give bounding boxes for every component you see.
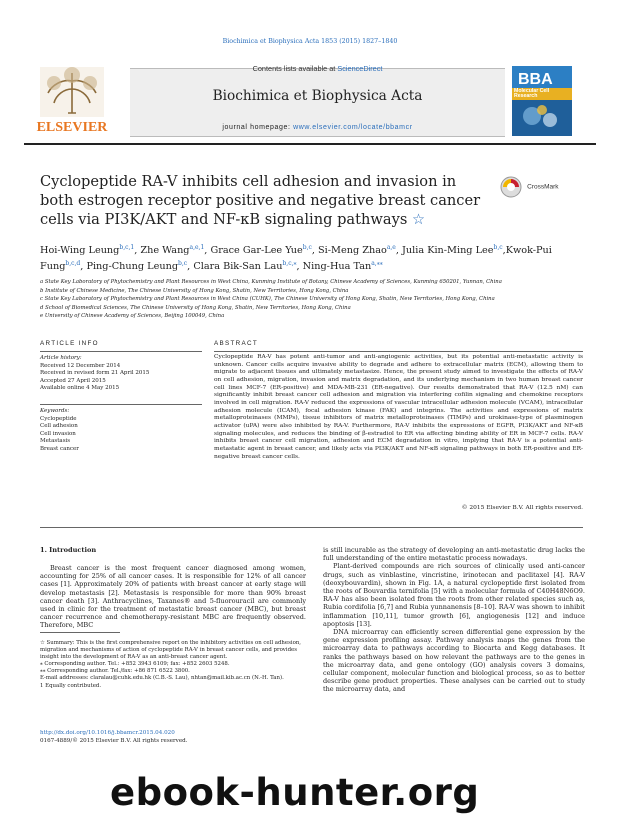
intro-paragraph-4: DNA microarray can efficiently screen differential gene expression by the gene expression profiling assay. Pathway analysis maps the genes from the microarray data to pathways according to Biocarta and Kegg databases. It ranks the pathways based on how relevant the pathways are to the genes in the microarray data, and gene ontology (GO) analysis covers 3 domains, cellular component, molecular function and biological process, so as to better describe gene product properties. These analyses can be carried out to study the microarray data, and	[323, 628, 585, 694]
issn-line: 0167-4889/© 2015 Elsevier B.V. All rights reserved.	[40, 737, 188, 744]
affiliation-line: e University of Chinese Academy of Sciences, Beijing 100049, China	[40, 313, 225, 320]
contents-prefix: Contents lists available at	[252, 64, 338, 73]
footnotes	[40, 640, 306, 690]
keyword-items	[40, 416, 202, 454]
crossmark-label: CrossMark	[527, 183, 559, 191]
abstract-text: Cyclopeptide RA-V has potent anti-tumor and anti-angiogenic activities, but its potential anti-metastatic activity is unknown. Cancer cells acquire invasive ability to degrade and adhere to extracellular matrix (ECM), allowing them to migrate to adjacent tissues and ultimately metastasize. Hence, the present study aimed to investigate the effects of RA-V on cell adhesion, migration, invasion and matrix degradation, and its underlying mechanism in two human breast cancer cell lines MCF-7 (ER-positive) and MDA-MB-231 (ER-negative). Our results demonstrated that RA-V (12.5 nM) can significantly inhibit breast cancer cell adhesion and migration via interfering cofilin signaling and chemokine receptors involved in cell migration. RA-V reduced the expressions of vascular intracellular adhesion molecule (VCAM), intracellular adhesion molecule (ICAM), focal adhesion kinase (FAK) and integrins. The activities and expressions of matrix metalloproteinases (MMPs), tissue inhibitors of matrix metalloproteinases (TIMPs) and urokinase-type of plasminogen activator (uPA) were also inhibited by RA-V. Furthermore, RA-V inhibits the expressions of EGFR, PI3K/AKT and NF-κB signaling molecules, and reduces the binding of β-estradiol to ER via affecting binding ability of ER in MCF-7 cells. RA-V inhibits breast cancer cell migration, adhesion and ECM degradation in vitro, implying that RA-V is a potential anti-metastatic agent in breast cancer, and likely acts via PI3K/AKT and NF-κB signaling pathways in both ER-positive and ER-negative breast cancer cells.	[214, 354, 583, 460]
footnote-rule	[40, 632, 120, 633]
author-affiliation-sup[interactable]: a,e	[386, 244, 396, 251]
author-affiliation-sup[interactable]: b,c,1	[119, 244, 135, 251]
info-rule	[40, 351, 202, 352]
title-star-footnote-link[interactable]: ☆	[411, 211, 426, 228]
abstract-rule	[214, 351, 583, 352]
crossmark-badge[interactable]	[500, 176, 572, 198]
author-separator: ,	[502, 245, 506, 257]
intro-paragraph-2: is still incurable as the strategy of developing an anti-metastatic drug lacks the full understanding of the entire metastatic process nowadays.	[323, 546, 585, 563]
author-separator: ,	[296, 260, 303, 272]
history-entry: Accepted 27 April 2015	[40, 377, 106, 384]
author-list	[40, 242, 580, 273]
author-affiliation-sup[interactable]: a,⁎⁎	[371, 259, 383, 267]
abstract-bottom-rule	[40, 527, 583, 528]
history-entry: Available online 4 May 2015	[40, 385, 120, 392]
affiliation-list	[40, 278, 580, 321]
keyword: Cell invasion	[40, 430, 76, 437]
keywords-rule	[40, 404, 202, 405]
keyword: Cell adhesion	[40, 423, 78, 430]
affiliation-line: c State Key Laboratory of Phytochemistry and Plant Resources in West China (CUHK), The Chinese University of Hong Kong, Shatin, New Territories, Hong Kong, China	[40, 296, 495, 303]
abstract-heading: ABSTRACT	[214, 340, 258, 347]
author-name: Julia Kin-Ming Lee	[402, 245, 494, 257]
homepage-line	[130, 124, 505, 131]
author-separator: ,	[134, 245, 141, 257]
journal-cover	[512, 66, 572, 136]
author-separator: ,	[204, 245, 211, 257]
crossmark-icon	[500, 176, 522, 198]
contents-line	[130, 64, 505, 73]
author-name: Ning-Hua Tan	[302, 260, 372, 272]
body-column-right	[323, 546, 585, 694]
author-separator: ,	[80, 260, 87, 272]
author-affiliation-sup[interactable]: b,c,d	[65, 259, 81, 267]
footnote: 1 Equally contributed.	[40, 682, 102, 689]
journal-reference[interactable]: Biochimica et Biophysica Acta 1853 (2015) 1827–1840	[222, 38, 398, 45]
doi-link[interactable]: http://dx.doi.org/10.1016/j.bbamcr.2015.04.020	[40, 730, 175, 736]
homepage-prefix: journal homepage:	[222, 124, 294, 131]
keyword: Metastasis	[40, 438, 71, 445]
keywords-label: Keywords:	[40, 408, 70, 414]
author-affiliation-sup[interactable]: b,c	[178, 259, 188, 267]
history-entry: Received in revised form 21 April 2015	[40, 370, 150, 377]
author-affiliation-sup[interactable]: b,c	[302, 244, 312, 251]
author-separator: ,	[187, 260, 194, 272]
author-name: Clara Bik-San Lau	[193, 260, 283, 272]
elsevier-logo	[24, 63, 120, 135]
author-name: Kwok-Pui Fung	[40, 245, 552, 272]
author-affiliation-sup[interactable]: b,c	[493, 244, 503, 251]
elsevier-wordmark: ELSEVIER	[36, 120, 108, 135]
homepage-link[interactable]: www.elsevier.com/locate/bbamcr	[293, 124, 413, 131]
sciencedirect-link[interactable]: ScienceDirect	[337, 64, 383, 73]
footnote: ☆ Summary: This is the first comprehensive report on the inhibitory activities on cell adhesion, migration and mechanisms of action of cyclopeptide RA-V in breast cancer cells, and provides insight into the development of RA-V as an anti-breast cancer agent.	[40, 640, 302, 661]
body-column-left	[40, 564, 306, 630]
introduction-heading: 1. Introduction	[40, 546, 97, 554]
footnote: ⁎ Corresponding author. Tel.: +852 3943 6109; fax: +852 2603 5248.	[40, 661, 230, 668]
footnote: ⁎⁎ Corresponding author. Tel./fax: +86 871 6522 3800.	[40, 668, 190, 675]
history-entry: Received 12 December 2014	[40, 362, 121, 369]
cover-subtitle: Molecular Cell Research	[514, 88, 550, 100]
author-name: Si-Meng Zhao	[318, 245, 387, 257]
affiliation-line: d School of Biomedical Sciences, The Chinese University of Hong Kong, Shatin, New Territories, Hong Kong, China	[40, 304, 351, 311]
journal-name: Biochimica et Biophysica Acta	[212, 88, 423, 104]
intro-paragraph-3: Plant-derived compounds are rich sources of clinically used anti-cancer drugs, such as vinblastine, vincristine, irinotecan and paclitaxel [4]. RA-V (deoxybouvardin), shown in Fig. 1A, a natural cyclopeptide first isolated from the roots of Bouvardia ternifolia [5] with a molecular formula of C40H48N6O9. RA-V has also been isolated from the roots from other related species such as, Rubia cordifolia [6,7] and Rubia yunnanensis [8–10]. RA-V was shown to inhibit inflammation [10,11], tumor growth [6], angiogenesis [12] and induce apoptosis [13].	[323, 562, 585, 628]
title-text: Cyclopeptide RA-V inhibits cell adhesion and invasion in both estrogen receptor positive and negative breast cancer cells via PI3K/AKT and NF-κB signaling pathways	[40, 173, 481, 228]
author-separator: ,	[311, 245, 319, 257]
author-affiliation-sup[interactable]: b,c,⁎	[282, 259, 297, 267]
cover-title: BBA	[518, 71, 553, 88]
article-history	[40, 355, 202, 393]
author-name: Zhe Wang	[140, 245, 190, 257]
intro-paragraph-1: Breast cancer is the most frequent cancer diagnosed among women, accounting for 25% of all cancer cases. It is responsible for 12% of all cancer cases [1]. Approximately 20% of patients with breast cancer at early stage will develop metastasis [2]. Metastasis is responsible for more than 90% breast cancer death [3]. Anthracyclines, Taxanes® and 5-fluorouracil are commonly used in clinic for the treatment of metastatic breast cancer (MBC), but breast cancer recurrence and chemotherapy-resistant MBC are frequently observed. Therefore, MBC	[40, 564, 306, 630]
watermark: ebook-hunter.org	[110, 771, 480, 814]
affiliation-line: a State Key Laboratory of Phytochemistry and Plant Resources in West China, Kunming Institute of Botany, Chinese Academy of Sciences, Kunming 650201, Yunnan, China	[40, 279, 502, 285]
author-name: Ping-Chung Leung	[86, 260, 179, 272]
article-title	[40, 172, 492, 229]
keyword: Cyclopeptide	[40, 415, 77, 422]
article-info-heading: ARTICLE INFO	[40, 340, 99, 347]
author-name: Grace Gar-Lee Yue	[210, 245, 303, 257]
history-label: Article history:	[40, 355, 82, 361]
abstract-copyright: © 2015 Elsevier B.V. All rights reserved.	[461, 505, 583, 511]
header-rule	[24, 143, 596, 145]
history-items	[40, 363, 202, 393]
author-affiliation-sup[interactable]: a,e,1	[189, 244, 205, 251]
footnote: E-mail addresses: claralau@cuhk.edu.hk (C.B.-S. Lau), nhtan@mail.kib.ac.cn (N.-H. Tan).	[40, 675, 284, 682]
author-separator: ,	[395, 245, 403, 257]
keyword: Breast cancer	[40, 445, 79, 452]
keywords-block	[40, 408, 202, 454]
author-name: Hoi-Wing Leung	[40, 245, 120, 257]
affiliation-line: b Institute of Chinese Medicine, The Chinese University of Hong Kong, Shatin, New Territories, Hong Kong, China	[40, 287, 349, 294]
doi-block	[40, 730, 188, 745]
